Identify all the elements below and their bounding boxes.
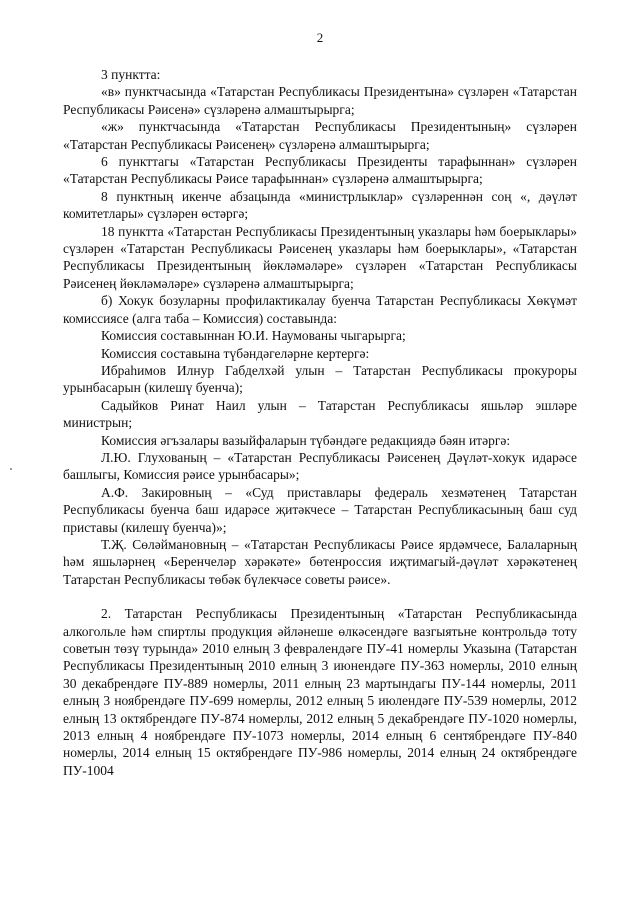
paragraph-duty-glukhova: Л.Ю. Глухованың – «Татарстан Республикасы Рәисенең Дәүләт-хокук идарәсе башлыгы, Комиссия рәисе урынбасары»; — [63, 449, 577, 483]
page-number: 2 — [316, 30, 324, 45]
paragraph-subitem-zh: «ж» пунктчасында «Татарстан Республикасы Президентының» сүзләрен «Татарстан Республикасы Рәисенең» сүзләренә алмаштырырга; — [63, 119, 577, 152]
paragraph-duties-intro: Комиссия әгъзалары вазыйфаларын түбәндәге редакциядә бәян итәргә: — [101, 432, 511, 448]
paragraph-item-2: 2. Татарстан Республикасы Президентының «Татарстан Республикасында алкогольле һәм спиртлы продукция әйләнеше өлкәсендәге вазгыятьне контрольдә тоту советын төзү турында» 2010 елның 3 февралендәге ПУ-41 номерлы Указына (Татарстан Республикасы Президентының 2010 елның 3 июнендәге ПУ-363 номерлы, 2010 елның 30 декабрендәге ПУ-889 номерлы, 2011 елның 23 мартындагы ПУ-144 номерлы, 2011 елның 3 ноябрендәге ПУ-699 номерлы, 2012 елның 5 июлендәге ПУ-539 номерлы, 2012 елның 13 октябрендәге ПУ-874 номерлы, 2012 елның 5 декабрендәге ПУ-1020 номерлы, 2013 елның 4 ноябрендәге ПУ-1073 номерлы, 2014 елның 6 сентябрендәге ПУ-840 номерлы, 2014 елның 15 октябрендәге ПУ-986 номерлы, 2014 елның 24 октябрендәге ПУ-1004 — [63, 606, 577, 778]
paragraph-add-members: Комиссия составына түбәндәгеләрне кертергә: — [101, 345, 370, 361]
paragraph-item-18: 18 пунктта «Татарстан Республикасы Президентының указлары һәм боерыклары» сүзләрен «Татарстан Республикасы Рәисенең указлары һәм боерыклары», «Татарстан Республикасы Президентының йөкләмәләре» сүзләрен «Татарстан Республикасы Рәисенең йөкләмәләре» сүзләренә алмаштырырга; — [63, 223, 577, 291]
paragraph-item-8: 8 пунктның икенче абзацында «министрлыклар» сүзләреннән соң «, дәүләт комитетлары» сүзләрен өстәргә; — [63, 188, 577, 222]
paragraph-subitem-v: «в» пунктчасында «Татарстан Республикасы Президентына» сүзләрен «Татарстан Республикасы Рәисенә» сүзләренә алмаштырырга; — [63, 84, 577, 117]
document-body — [63, 66, 577, 779]
paragraph-member-ibragimov: Ибраһимов Илнур Габделхәй улын – Татарстан Республикасы прокуроры урынбасарын (килешү буенча); — [63, 362, 577, 396]
paragraph-remove-member: Комиссия составыннан Ю.И. Наумованы чыгарырга; — [101, 328, 406, 344]
paragraph-duty-zakirov: А.Ф. Закировның – «Суд приставлары федераль хезмәтенең Татарстан Республикасы буенча баш идарәсе җитәкчесе – Татарстан Республикасының баш суд приставы (килешү буенча)»; — [63, 484, 577, 535]
paragraph-item-3-heading: 3 пунктта: — [101, 67, 161, 82]
paragraph-section-b: б) Хокук бозуларны профилактикалау буенча Татарстан Республикасы Хөкүмәт комиссиясе (алга таба – Комиссия) составында: — [63, 293, 577, 326]
paragraph-duty-suleymanov: Т.Җ. Сөләймановның – «Татарстан Республикасы Рәисе ярдәмчесе, Балаларның һәм яшьләрнең «Беренчеләр хәрәкәте» бөтенроссия иҗтимагый-дәүләт хәрәкәтенең Татарстан Республикасы төбәк бүлекчәсе советы рәисе». — [63, 536, 577, 587]
paragraph-item-6: 6 пункттагы «Татарстан Республикасы Президенты тарафыннан» сүзләрен «Татарстан Республикасы Рәисе тарафыннан» сүзләренә алмаштырырга; — [63, 154, 577, 187]
paragraph-member-sadykov: Садыйков Ринат Наил улын – Татарстан Республикасы яшьләр эшләре министрын; — [63, 397, 577, 431]
margin-mark — [10, 468, 12, 470]
